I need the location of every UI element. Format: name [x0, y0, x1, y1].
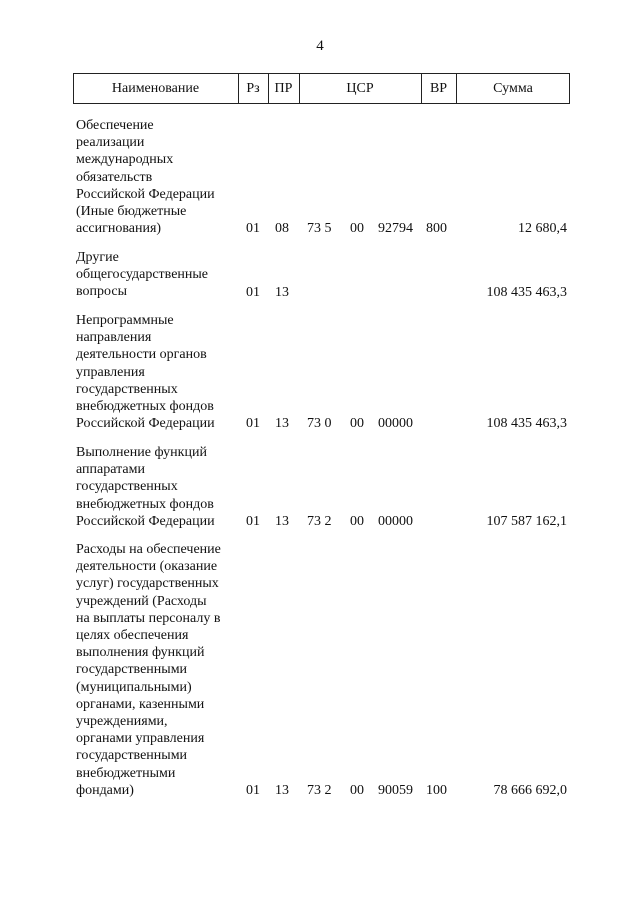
- row-name: Обеспечение реализации международных обязательств Российской Федерации (Иные бюджетные ассигнования): [76, 118, 215, 237]
- row-vr: 100: [426, 783, 447, 798]
- header-rz: Рз: [246, 81, 260, 96]
- row-csr-code: 00000: [378, 416, 413, 431]
- header-csr: ЦСР: [346, 81, 374, 96]
- row-pr: 13: [275, 783, 289, 798]
- header-name: Наименование: [111, 81, 200, 96]
- row-sum: 108 435 463,3: [486, 416, 567, 431]
- row-csr-program: 73 0: [307, 416, 332, 431]
- row-sum: 108 435 463,3: [486, 285, 567, 300]
- row-rz: 01: [246, 221, 260, 236]
- row-csr-sub: 00: [350, 783, 364, 798]
- row-name: Выполнение функций аппаратами государственных внебюджетных фондов Российской Федерации: [76, 445, 215, 529]
- row-name: Непрограммные направления деятельности органов управления государственных внебюджетных фондов Российской Федерации: [76, 313, 215, 432]
- row-vr: 800: [426, 221, 447, 236]
- row-sum: 12 680,4: [518, 221, 567, 236]
- row-csr-program: 73 2: [307, 783, 332, 798]
- row-rz: 01: [246, 416, 260, 431]
- table-header: [73, 73, 570, 104]
- row-csr-code: 92794: [378, 221, 413, 236]
- row-pr: 13: [275, 416, 289, 431]
- row-pr: 13: [275, 514, 289, 529]
- row-sum: 78 666 692,0: [493, 783, 567, 798]
- row-rz: 01: [246, 783, 260, 798]
- row-pr: 13: [275, 285, 289, 300]
- header-pr: ПР: [274, 81, 293, 96]
- row-rz: 01: [246, 514, 260, 529]
- row-csr-code: 90059: [378, 783, 413, 798]
- row-pr: 08: [275, 221, 289, 236]
- row-csr-program: 73 5: [307, 221, 332, 236]
- page-number: 4: [316, 38, 324, 54]
- row-csr-sub: 00: [350, 416, 364, 431]
- row-sum: 107 587 162,1: [486, 514, 567, 529]
- row-csr-program: 73 2: [307, 514, 332, 529]
- row-csr-sub: 00: [350, 514, 364, 529]
- row-name: Другие общегосударственные вопросы: [76, 250, 209, 300]
- row-name: Расходы на обеспечение деятельности (оказание услуг) государственных учреждений (Расходы на выплаты персоналу в целях обеспечения выполнения функций государственными (муниципальными) органами, казенными учреждениями, органами управления государственными внебюджетными фондами): [76, 542, 221, 798]
- row-rz: 01: [246, 285, 260, 300]
- row-csr-code: 00000: [378, 514, 413, 529]
- header-vr: ВР: [429, 81, 448, 96]
- header-sum: Сумма: [493, 81, 533, 96]
- row-csr-sub: 00: [350, 221, 364, 236]
